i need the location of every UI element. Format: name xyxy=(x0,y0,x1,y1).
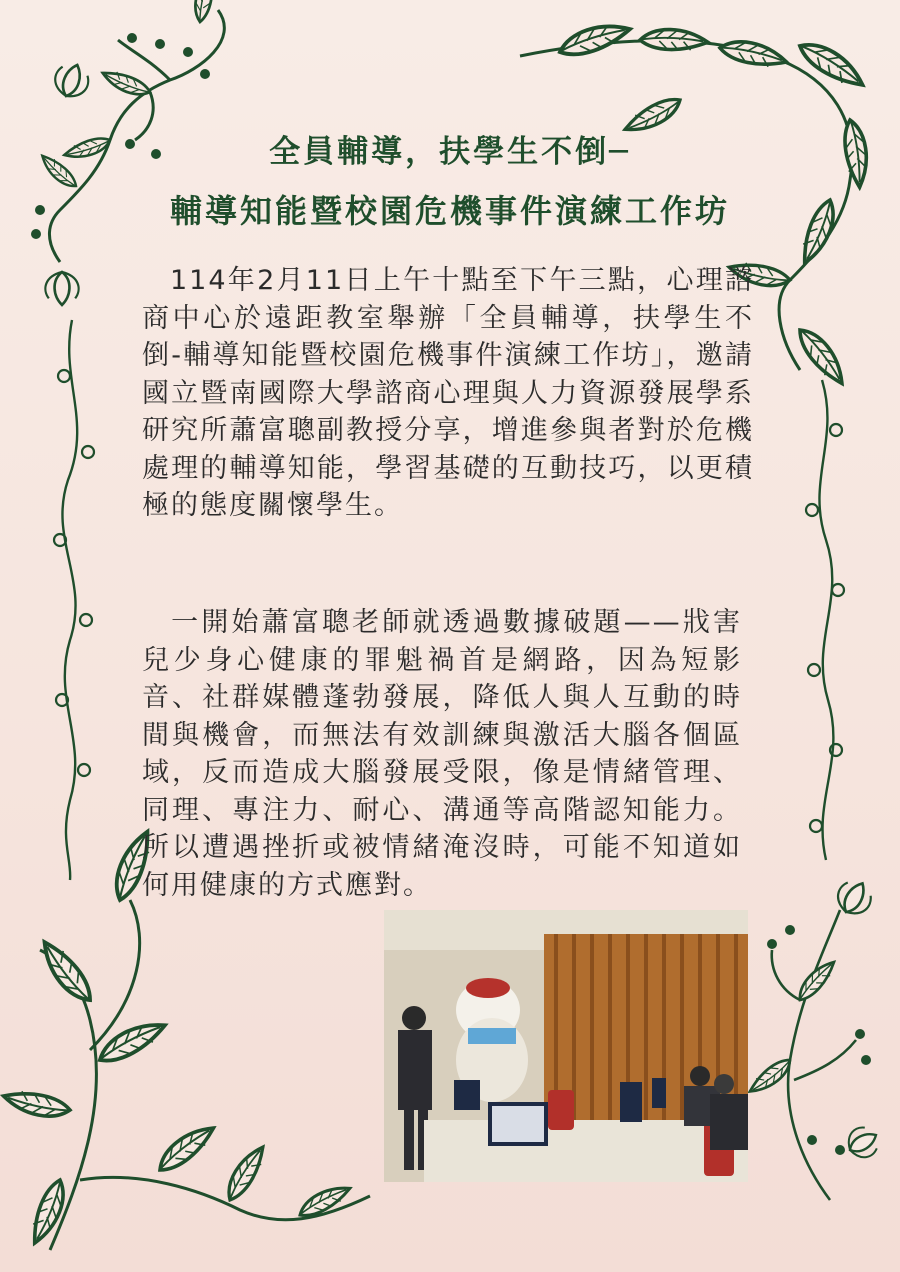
paragraph-1-text: 114年2月11日上午十點至下午三點，心理諮商中心於遠距教室舉辦「全員輔導，扶學生不倒-輔導知能暨校園危機事件演練工作坊」，邀請國立暨南國際大學諮商心理與人力資源發展學系研究所蕭富聰副教授分享，增進參與者對於危機處理的輔導知能，學習基礎的互動技巧，以更積極的態度關懷學生。 xyxy=(142,265,754,521)
paragraph-2-text: 一開始蕭富聰老師就透過數據破題——戕害兒少身心健康的罪魁禍首是網路，因為短影音、社群媒體蓬勃發展，降低人與人互動的時間與機會，而無法有效訓練與激活大腦各個區域，反而造成大腦發展受限，像是情緒管理、同理、專注力、耐心、溝通等高階認知能力。所以遭遇挫折或被情緒淹沒時，可能不知道如何用健康的方式應對。 xyxy=(142,607,742,901)
page-title: 全員輔導，扶學生不倒─ xyxy=(269,134,631,170)
paragraph-2 xyxy=(142,604,742,904)
page-subtitle: 輔導知能暨校園危機事件演練工作坊 xyxy=(169,192,730,230)
workshop-scene xyxy=(384,910,748,1182)
paragraph-1 xyxy=(142,262,754,525)
workshop-classroom-photo xyxy=(384,910,748,1182)
